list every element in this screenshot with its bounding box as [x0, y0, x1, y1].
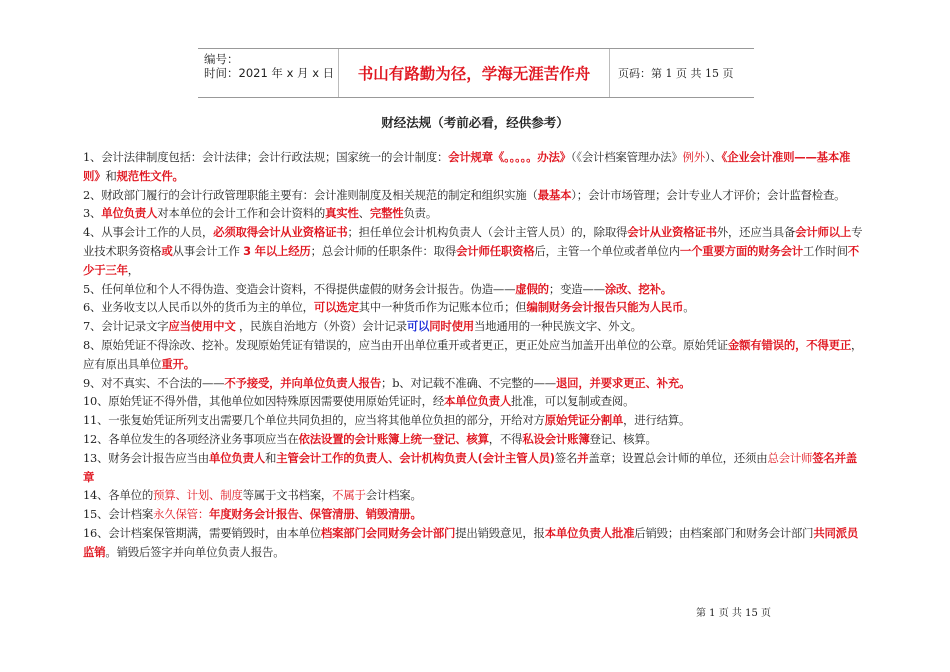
- text-segment: 盖章；设置总会计师的单位，还须由: [588, 450, 768, 465]
- highlight-segment: 例外: [682, 150, 705, 164]
- text-segment: 负责。: [403, 206, 438, 221]
- highlight-segment: 会计从业资格证书: [627, 225, 717, 240]
- text-segment: ）；会计市场管理；会计专业人才评价；会计监督检查。: [571, 187, 846, 202]
- paragraph-item: [83, 392, 865, 411]
- text-segment: 登记、核算。: [589, 431, 657, 446]
- highlight-segment: 不少于三年: [83, 243, 859, 277]
- text-segment: 批准，可以复制或查阅。: [511, 394, 635, 409]
- text-segment: 7、会计记录文字: [83, 319, 169, 334]
- highlight-segment: 涂改、挖补。: [604, 281, 672, 296]
- highlight-segment: 金额有错误的，不得更正: [727, 337, 852, 352]
- text-segment: ）、: [704, 150, 722, 164]
- highlight-segment: 本单位负责人: [444, 394, 512, 409]
- page-label: 页码：第 1 页 共 15 页: [618, 67, 734, 80]
- paragraph-item: [83, 411, 865, 430]
- highlight-segment: 原始凭证分割单: [544, 413, 624, 428]
- highlight-segment: 最基本: [537, 187, 572, 202]
- highlight-segment: 本单位负责人批准: [544, 525, 635, 540]
- paragraph-item: [83, 505, 865, 524]
- text-segment: 、: [358, 206, 370, 221]
- highlight-segment: 一个重要方面的财务会计: [679, 243, 803, 258]
- text-segment: 从事会计工作: [172, 243, 244, 258]
- paragraph-item: [83, 148, 865, 186]
- highlight-segment: 年度财务会计报告、保管清册、销毁清册。: [209, 507, 422, 522]
- text-segment: ，不得: [488, 431, 523, 446]
- text-segment: 其中一种货币作为记账本位币；但: [358, 300, 527, 315]
- text-segment: 签名: [554, 450, 578, 465]
- text-segment: 专业技术职务资格: [83, 225, 863, 258]
- paragraph-item: [83, 223, 865, 279]
- text-segment: 4、从事会计工作的人员，: [83, 225, 214, 240]
- highlight-segment: 会计师以上: [795, 225, 852, 240]
- highlight-segment: 不属于: [332, 488, 366, 503]
- text-segment: ，: [127, 262, 139, 277]
- text-segment: 和: [105, 168, 117, 183]
- highlight-segment: 《企业会计准则——基本准则》: [83, 150, 851, 183]
- text-segment: 对本单位的会计工作和会计资料的: [157, 206, 326, 221]
- text-segment: 6、业务收支以人民币以外的货币为主的单位，: [83, 300, 314, 315]
- paragraph-item: [83, 486, 865, 505]
- text-segment: 。: [683, 300, 695, 315]
- highlight-segment: 退回，并要求更正、补充。: [555, 375, 691, 390]
- highlight-segment: 私设会计账簿: [522, 431, 590, 446]
- highlight-segment: 完整性: [369, 206, 404, 221]
- paragraph-item: [83, 186, 865, 205]
- highlight-segment: 会计师任职资格: [456, 243, 535, 258]
- highlight-segment: 3 年以上经历: [243, 243, 311, 258]
- highlight-segment: 虚假的: [515, 281, 549, 296]
- motto: 书山有路勤为径，学海无涯苦作舟: [339, 49, 610, 97]
- page-footer: 第 1 页 共 15 页: [696, 608, 771, 619]
- highlight-segment: 或: [161, 243, 173, 258]
- highlight-segment: 不予接受，并向单位负责人报告: [224, 375, 382, 390]
- number-label: 编号：: [204, 52, 239, 66]
- highlight-segment: 必须取得会计从业资格证书: [213, 225, 348, 240]
- date-label: 时间：2021 年 x 月 x 日: [204, 66, 335, 80]
- text-segment: ；总会计师的任职条件：取得: [310, 243, 457, 258]
- highlight-segment: 主管会计工作的负责人、会计机构负责人(会计主管人员): [276, 450, 555, 465]
- highlight-segment: 共同派员监销: [83, 525, 859, 559]
- paragraph-item: [83, 298, 865, 317]
- highlight-segment: 预算、计划、制度: [153, 488, 243, 503]
- text-segment: 当地通用的一种民族文字、外文。: [473, 319, 642, 334]
- highlight-segment: 编制财务会计报告只能为人民币: [526, 300, 684, 315]
- text-segment: ，进行结算。: [623, 413, 691, 428]
- text-segment: 16、会计档案保管期满，需要销毁时，由本单位: [83, 525, 321, 540]
- text-segment: 后销毁；由档案部门和财务会计部门: [634, 525, 814, 540]
- highlight-segment: 重开。: [161, 356, 195, 371]
- text-segment: 1、会计法律制度包括：会计法律；会计行政法规；国家统一的会计制度：: [83, 150, 449, 164]
- page-header: [198, 48, 754, 98]
- highlight-segment: 档案部门会同财务会计部门: [320, 525, 456, 540]
- text-segment: 8、原始凭证不得涂改、挖补。发现原始凭证有错误的，应当由开出单位重开或者更正，更正处应当加盖开出单位的公章。原始凭证: [83, 337, 728, 352]
- paragraph-item: [83, 449, 865, 487]
- paragraph-item: [83, 317, 865, 336]
- highlight-segment: 签名并盖章: [83, 450, 857, 484]
- text-segment: 工作时间: [803, 243, 848, 258]
- highlight-segment: 并: [577, 450, 589, 465]
- highlight-segment: 可以选定: [313, 300, 359, 315]
- text-segment: 3、: [83, 206, 102, 221]
- highlight-segment: 可以: [406, 319, 430, 334]
- paragraph-item: [83, 374, 865, 393]
- text-segment: 会计档案。: [365, 488, 422, 503]
- highlight-segment: 会计规章《。。。。。办法》: [448, 150, 571, 164]
- text-segment: 等属于文书档案，: [242, 488, 333, 503]
- highlight-segment: 总会计师: [767, 450, 813, 465]
- text-segment: 15、会计档案: [83, 507, 154, 522]
- text-segment: 外，还应当具备: [716, 225, 796, 240]
- highlight-segment: 应当使用中文: [168, 319, 236, 334]
- highlight-segment: 依法设置的会计账簿上统一登记、核算: [298, 431, 489, 446]
- document-title: 财经法规（考前必看，经供参考）: [381, 115, 569, 130]
- text-segment: 。销毁后签字并向单位负责人报告。: [105, 544, 285, 559]
- document-body: [83, 148, 865, 562]
- text-segment: （《会计档案管理办法》: [570, 150, 683, 164]
- highlight-segment: 真实性: [325, 206, 359, 221]
- header-meta: [198, 49, 339, 97]
- text-segment: 和: [264, 450, 277, 465]
- text-segment: 12、各单位发生的各项经济业务事项应当在: [83, 431, 299, 446]
- paragraph-item: [83, 204, 865, 223]
- highlight-segment: 单位负责人: [209, 450, 265, 465]
- text-segment: 2、财政部门履行的会计行政管理职能主要有：会计准则制度及相关规范的制定和组织实施（: [83, 187, 538, 202]
- text-segment: 13、财务会计报告应当由: [83, 450, 210, 465]
- text-segment: 5、任何单位和个人不得伪造、变造会计资料，不得提供虚假的财务会计报告。伪造——: [83, 281, 516, 296]
- text-segment: 后，主管一个单位或者单位内: [534, 243, 680, 258]
- highlight-segment: 规范性文件。: [116, 168, 184, 183]
- highlight-segment: 永久保管：: [153, 507, 210, 522]
- text-segment: ；b、对记载不准确、不完整的——: [381, 375, 556, 390]
- text-segment: ，应有原出具单位: [83, 337, 863, 371]
- paragraph-item: [83, 336, 865, 374]
- text-segment: ，民族自治地方（外资）会计记录: [235, 319, 407, 334]
- text-segment: 9、对不真实、不合法的——: [83, 375, 225, 390]
- paragraph-item: [83, 430, 865, 449]
- text-segment: 10、原始凭证不得外借，其他单位如因特殊原因需要使用原始凭证时，经: [83, 394, 445, 409]
- highlight-segment: 同时使用: [429, 319, 474, 334]
- text-segment: 11、一张复始凭证所列支出需要几个单位共同负担的，应当将其他单位负担的部分，开给对方: [83, 413, 545, 428]
- text-segment: 提出销毁意见，报: [455, 525, 545, 540]
- text-segment: ；变造——: [548, 281, 605, 296]
- text-segment: 14、各单位的: [83, 488, 154, 503]
- text-segment: ；担任单位会计机构负责人（会计主管人员）的，除取得: [347, 225, 628, 240]
- highlight-segment: 单位负责人: [101, 206, 158, 221]
- paragraph-item: [83, 524, 865, 562]
- paragraph-item: [83, 280, 865, 299]
